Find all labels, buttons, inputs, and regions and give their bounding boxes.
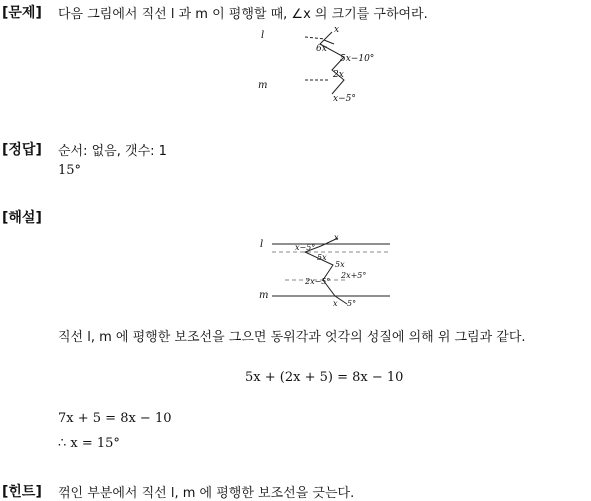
solution-angle-label: 2x−5° — [305, 277, 331, 286]
solution-step-1: 7x + 5 = 8x − 10 — [58, 411, 172, 426]
solution-line-m-label: m — [259, 290, 269, 301]
solution-angle-label: 2x+5° — [341, 271, 367, 280]
answer-tag: [정답] — [2, 142, 42, 158]
solution-tag: [해설] — [2, 210, 42, 226]
solution-equation: 5x + (2x + 5) = 8x − 10 — [245, 370, 404, 385]
problem-angle-label: x−5° — [333, 94, 356, 104]
problem-text: 다음 그림에서 직선 l 과 m 이 평행할 때, ∠x 의 크기를 구하여라. — [58, 7, 428, 22]
solution-angle-label: x−5° — [295, 243, 316, 252]
solution-text: 직선 l, m 에 평행한 보조선을 그으면 동위각과 엇각의 성질에 의해 위 그림과 같다. — [58, 330, 526, 345]
solution-angle-label: 5x — [335, 260, 345, 269]
solution-step-2: ∴ x = 15° — [58, 436, 120, 451]
problem-angle-label: x — [334, 25, 340, 35]
problem-angle-label: 5x−10° — [340, 54, 375, 64]
answer-meta: 순서: 없음, 갯수: 1 — [58, 144, 167, 159]
solution-angle-label: x — [333, 299, 338, 308]
solution-figure — [255, 230, 395, 310]
solution-angle-label: 5x — [317, 253, 327, 262]
problem-angle-label: 6x — [316, 44, 327, 54]
solution-line-l-label: l — [260, 239, 264, 250]
problem-figure — [250, 22, 380, 104]
answer-value: 15° — [58, 163, 82, 178]
solution-angle-label: 5° — [347, 299, 357, 308]
problem-tag: [문제] — [2, 5, 42, 21]
solution-angle-label: x — [334, 233, 339, 242]
problem-angle-label: 2x — [333, 70, 344, 80]
problem-line-m-label: m — [258, 80, 268, 91]
hint-tag: [힌트] — [2, 484, 42, 500]
problem-line-l-label: l — [261, 30, 265, 41]
hint-text: 꺾인 부분에서 직선 l, m 에 평행한 보조선을 긋는다. — [58, 486, 355, 501]
